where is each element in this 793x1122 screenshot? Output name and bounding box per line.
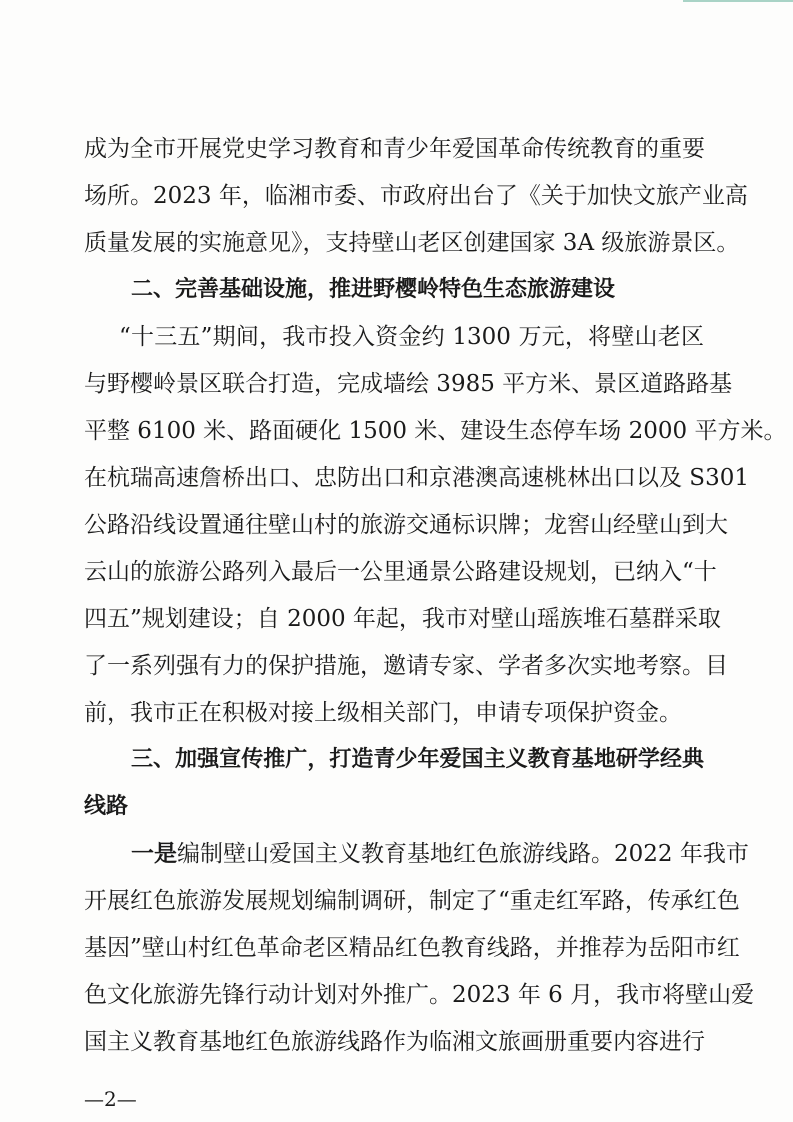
section-heading-3-continued: 线路 bbox=[84, 794, 129, 819]
section-heading-2: 二、完善基础设施，推进野樱岭特色生态旅游建设 bbox=[131, 277, 616, 302]
body-line: 了一系列强有力的保护措施，邀请专家、学者多次实地考察。目 bbox=[84, 653, 728, 679]
body-line bbox=[131, 839, 749, 869]
body-line: 质量发展的实施意见》，支持壁山老区创建国家 3A 级旅游景区。 bbox=[84, 230, 740, 256]
body-line: 国主义教育基地红色旅游线路作为临湘文旅画册重要内容进行 bbox=[84, 1029, 705, 1055]
body-line: 场所。2023 年，临湘市委、市政府出台了《关于加快文旅产业高 bbox=[84, 183, 748, 209]
body-line: 前，我市正在积极对接上级相关部门，申请专项保护资金。 bbox=[84, 700, 682, 726]
body-line: 基因”壁山村红色革命老区精品红色教育线路，并推荐为岳阳市红 bbox=[84, 935, 740, 961]
body-line: “十三五”期间，我市投入资金约 1300 万元，将壁山老区 bbox=[119, 324, 704, 350]
body-line: 平整 6100 米、路面硬化 1500 米、建设生态停车场 2000 平方米。 bbox=[84, 418, 787, 444]
body-line: 四五”规划建设；自 2000 年起，我市对壁山瑶族堆石墓群采取 bbox=[84, 606, 721, 632]
body-line-text: 编制壁山爱国主义教育基地红色旅游线路。2022 年我市 bbox=[177, 841, 749, 867]
body-line: 公路沿线设置通往壁山村的旅游交通标识牌；龙窖山经壁山到大 bbox=[84, 512, 728, 538]
body-line: 成为全市开展党史学习教育和青少年爱国革命传统教育的重要 bbox=[84, 136, 705, 162]
top-edge-mark bbox=[683, 0, 793, 2]
body-line: 云山的旅游公路列入最后一公里通景公路建设规划，已纳入“十 bbox=[84, 559, 717, 585]
body-line: 在杭瑞高速詹桥出口、忠防出口和京港澳高速桃林出口以及 S301 bbox=[84, 465, 749, 491]
body-line: 开展红色旅游发展规划编制调研，制定了“重走红军路，传承红色 bbox=[84, 888, 740, 914]
lead-phrase: 一是 bbox=[131, 841, 177, 867]
section-heading-3: 三、加强宣传推广，打造青少年爱国主义教育基地研学经典 bbox=[131, 747, 704, 772]
body-line: 色文化旅游先锋行动计划对外推广。2023 年 6 月，我市将壁山爱 bbox=[84, 982, 755, 1008]
body-line: 与野樱岭景区联合打造，完成墙绘 3985 平方米、景区道路路基 bbox=[84, 371, 733, 397]
page-number: —2— bbox=[84, 1087, 137, 1111]
